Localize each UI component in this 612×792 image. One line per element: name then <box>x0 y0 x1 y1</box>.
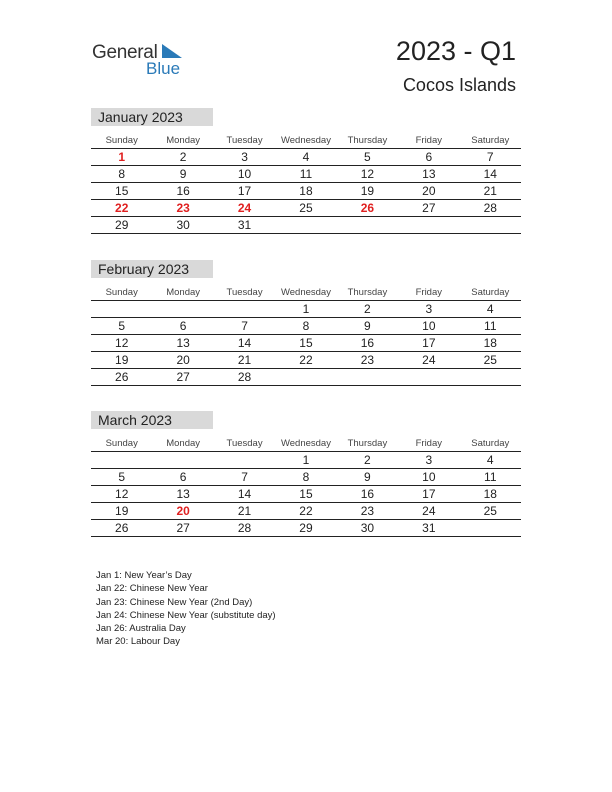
weekday-header-row <box>91 435 521 452</box>
day-cell: 18 <box>460 335 521 352</box>
page-subtitle: Cocos Islands <box>402 75 516 95</box>
day-cell: 6 <box>152 469 213 486</box>
day-cell: 30 <box>337 520 398 537</box>
day-cell: 18 <box>275 183 336 200</box>
week-row <box>91 318 521 335</box>
week-row <box>91 149 521 166</box>
week-row <box>91 469 521 486</box>
empty-day-cell <box>91 452 152 469</box>
day-cell: 12 <box>91 486 152 503</box>
weekday-label: Sunday <box>91 132 152 149</box>
day-cell: 23 <box>337 503 398 520</box>
week-row <box>91 352 521 369</box>
day-cell: 8 <box>91 166 152 183</box>
weekday-label: Tuesday <box>214 284 275 301</box>
day-cell: 13 <box>152 335 213 352</box>
day-cell: 28 <box>214 520 275 537</box>
day-cell: 17 <box>398 486 459 503</box>
month-february <box>91 260 521 386</box>
empty-day-cell <box>460 217 521 234</box>
week-row <box>91 369 521 386</box>
empty-day-cell <box>398 369 459 386</box>
empty-day-cell <box>337 369 398 386</box>
day-cell: 7 <box>460 149 521 166</box>
day-cell: 18 <box>460 486 521 503</box>
day-cell: 26 <box>91 369 152 386</box>
logo-triangle-icon <box>162 44 182 60</box>
day-cell: 13 <box>152 486 213 503</box>
day-cell: 4 <box>460 452 521 469</box>
weekday-label: Wednesday <box>275 132 336 149</box>
empty-day-cell <box>337 217 398 234</box>
day-cell: 19 <box>91 503 152 520</box>
day-cell: 3 <box>214 149 275 166</box>
weekday-header-row <box>91 132 521 149</box>
week-row <box>91 200 521 217</box>
day-cell: 6 <box>152 318 213 335</box>
day-cell: 17 <box>214 183 275 200</box>
day-cell: 4 <box>460 301 521 318</box>
empty-day-cell <box>275 369 336 386</box>
day-cell: 20 <box>152 352 213 369</box>
day-cell: 17 <box>398 335 459 352</box>
weekday-label: Sunday <box>91 435 152 452</box>
week-row <box>91 452 521 469</box>
day-cell: 21 <box>460 183 521 200</box>
day-cell: 31 <box>398 520 459 537</box>
weekday-label: Friday <box>398 435 459 452</box>
page-title: 2023 - Q1 <box>395 36 516 66</box>
holiday-note: Jan 24: Chinese New Year (substitute day) <box>96 609 276 621</box>
day-cell: 10 <box>214 166 275 183</box>
day-cell: 1 <box>91 149 152 166</box>
week-row <box>91 217 521 234</box>
day-cell: 1 <box>275 452 336 469</box>
day-cell: 9 <box>152 166 213 183</box>
weekday-label: Saturday <box>460 284 521 301</box>
weekday-label: Wednesday <box>275 435 336 452</box>
empty-day-cell <box>460 369 521 386</box>
day-cell: 21 <box>214 352 275 369</box>
day-cell: 10 <box>398 469 459 486</box>
day-cell: 7 <box>214 469 275 486</box>
day-cell: 3 <box>398 452 459 469</box>
day-cell: 21 <box>214 503 275 520</box>
day-cell: 7 <box>214 318 275 335</box>
weekday-label: Monday <box>152 435 213 452</box>
week-row <box>91 520 521 537</box>
weekday-label: Tuesday <box>214 435 275 452</box>
weekday-label: Tuesday <box>214 132 275 149</box>
holiday-note: Jan 1: New Year’s Day <box>96 570 192 581</box>
day-cell: 8 <box>275 318 336 335</box>
day-cell: 11 <box>460 469 521 486</box>
day-cell: 25 <box>460 352 521 369</box>
week-row <box>91 486 521 503</box>
empty-day-cell <box>91 301 152 318</box>
day-cell: 25 <box>460 503 521 520</box>
day-cell: 28 <box>460 200 521 217</box>
day-cell: 15 <box>275 335 336 352</box>
day-cell: 26 <box>91 520 152 537</box>
day-cell: 11 <box>460 318 521 335</box>
day-cell: 13 <box>398 166 459 183</box>
day-cell: 26 <box>337 200 398 217</box>
weekday-label: Monday <box>152 284 213 301</box>
day-cell: 2 <box>152 149 213 166</box>
holiday-note: Jan 22: Chinese New Year <box>96 583 208 595</box>
week-row <box>91 301 521 318</box>
calendar-grid <box>91 132 521 234</box>
day-cell: 22 <box>275 503 336 520</box>
calendar-grid <box>91 435 521 537</box>
day-cell: 11 <box>275 166 336 183</box>
day-cell: 2 <box>337 301 398 318</box>
day-cell: 27 <box>152 369 213 386</box>
day-cell: 23 <box>152 200 213 217</box>
day-cell: 24 <box>398 503 459 520</box>
logo-word-general: General <box>92 42 158 63</box>
empty-day-cell <box>398 217 459 234</box>
day-cell: 10 <box>398 318 459 335</box>
empty-day-cell <box>152 452 213 469</box>
day-cell: 20 <box>152 503 213 520</box>
month-january <box>91 108 521 234</box>
day-cell: 27 <box>152 520 213 537</box>
day-cell: 23 <box>337 352 398 369</box>
logo <box>92 42 192 82</box>
day-cell: 19 <box>91 352 152 369</box>
empty-day-cell <box>214 452 275 469</box>
day-cell: 24 <box>214 200 275 217</box>
calendar-grid <box>91 284 521 386</box>
holiday-note: Mar 20: Labour Day <box>96 636 180 648</box>
day-cell: 6 <box>398 149 459 166</box>
weekday-label: Sunday <box>91 284 152 301</box>
day-cell: 22 <box>275 352 336 369</box>
day-cell: 15 <box>91 183 152 200</box>
month-title: January 2023 <box>91 108 213 126</box>
weekday-label: Wednesday <box>275 284 336 301</box>
empty-day-cell <box>152 301 213 318</box>
day-cell: 30 <box>152 217 213 234</box>
day-cell: 29 <box>91 217 152 234</box>
day-cell: 16 <box>337 335 398 352</box>
day-cell: 31 <box>214 217 275 234</box>
day-cell: 14 <box>460 166 521 183</box>
day-cell: 12 <box>91 335 152 352</box>
week-row <box>91 166 521 183</box>
day-cell: 14 <box>214 335 275 352</box>
week-row <box>91 503 521 520</box>
empty-day-cell <box>460 520 521 537</box>
day-cell: 14 <box>214 486 275 503</box>
day-cell: 29 <box>275 520 336 537</box>
day-cell: 16 <box>337 486 398 503</box>
day-cell: 8 <box>275 469 336 486</box>
month-march <box>91 411 521 537</box>
logo-word-blue: Blue <box>146 59 181 78</box>
day-cell: 28 <box>214 369 275 386</box>
day-cell: 24 <box>398 352 459 369</box>
weekday-label: Saturday <box>460 132 521 149</box>
day-cell: 4 <box>275 149 336 166</box>
day-cell: 25 <box>275 200 336 217</box>
weekday-label: Thursday <box>337 284 398 301</box>
day-cell: 15 <box>275 486 336 503</box>
month-title: February 2023 <box>91 260 213 278</box>
day-cell: 5 <box>91 469 152 486</box>
weekday-label: Thursday <box>337 435 398 452</box>
holiday-notes <box>96 569 276 649</box>
day-cell: 5 <box>337 149 398 166</box>
day-cell: 3 <box>398 301 459 318</box>
week-row <box>91 335 521 352</box>
day-cell: 1 <box>275 301 336 318</box>
weekday-header-row <box>91 284 521 301</box>
empty-day-cell <box>214 301 275 318</box>
empty-day-cell <box>275 217 336 234</box>
day-cell: 27 <box>398 200 459 217</box>
weekday-label: Thursday <box>337 132 398 149</box>
week-row <box>91 183 521 200</box>
day-cell: 19 <box>337 183 398 200</box>
holiday-note: Jan 23: Chinese New Year (2nd Day) <box>96 596 253 608</box>
weekday-label: Friday <box>398 284 459 301</box>
day-cell: 2 <box>337 452 398 469</box>
day-cell: 9 <box>337 469 398 486</box>
day-cell: 5 <box>91 318 152 335</box>
weekday-label: Friday <box>398 132 459 149</box>
day-cell: 9 <box>337 318 398 335</box>
month-title: March 2023 <box>91 411 213 429</box>
day-cell: 20 <box>398 183 459 200</box>
day-cell: 22 <box>91 200 152 217</box>
day-cell: 16 <box>152 183 213 200</box>
holiday-note: Jan 26: Australia Day <box>96 623 186 635</box>
weekday-label: Saturday <box>460 435 521 452</box>
day-cell: 12 <box>337 166 398 183</box>
weekday-label: Monday <box>152 132 213 149</box>
